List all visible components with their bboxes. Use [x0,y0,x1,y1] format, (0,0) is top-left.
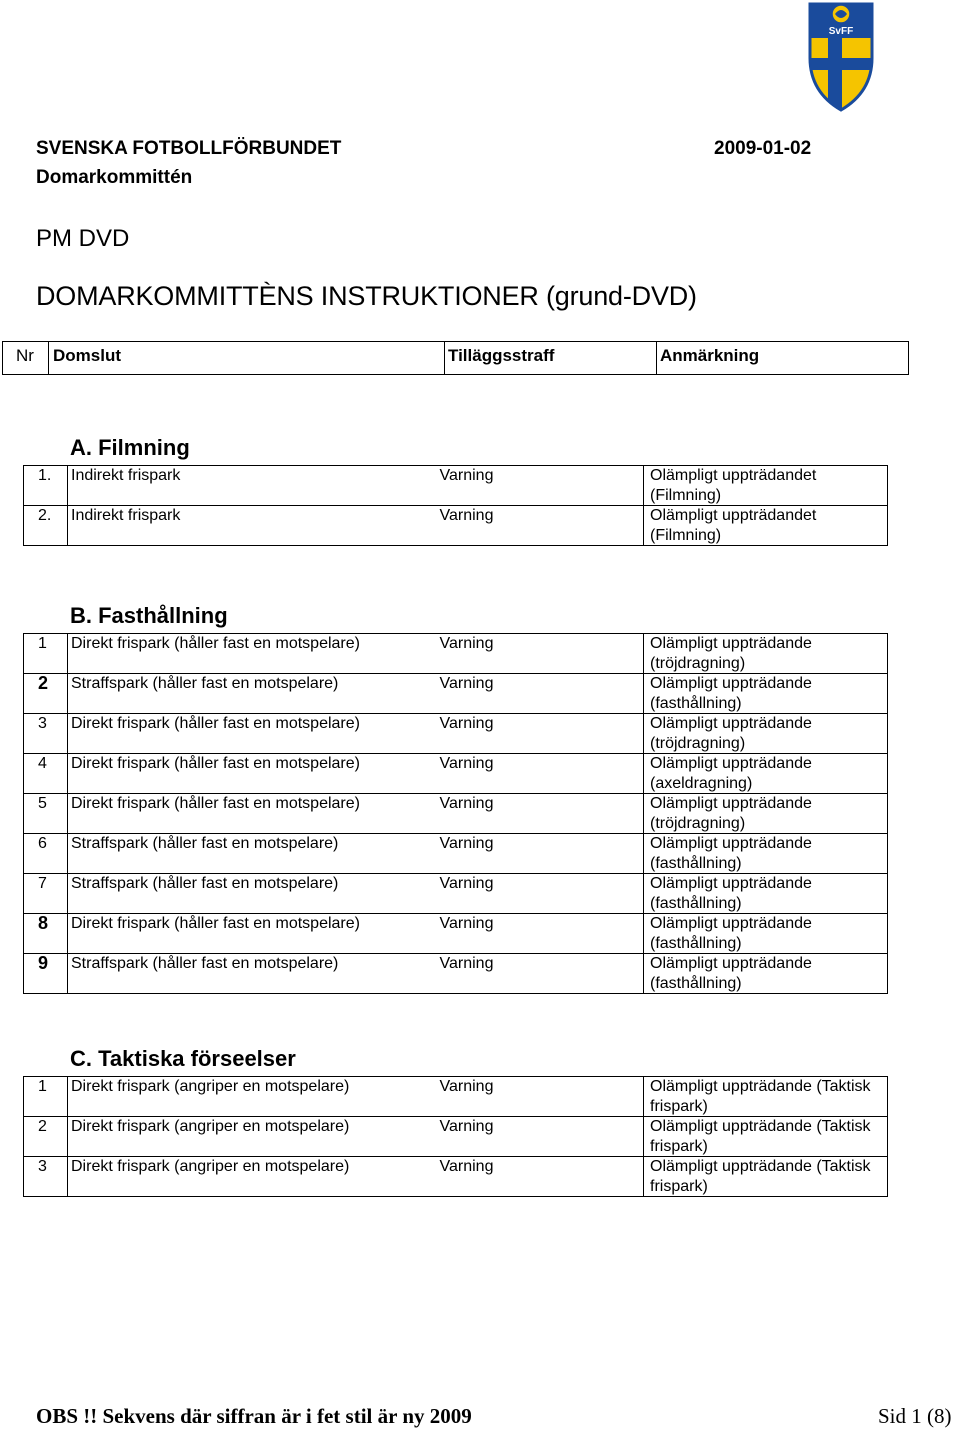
column-header-row [2,341,909,375]
row-number: 1 [24,634,68,674]
row-number: 7 [24,874,68,914]
row-number: 1. [24,466,68,506]
table-row [24,754,888,794]
row-number: 8 [24,914,68,954]
row-anmarkning: Olämpligt uppträdande (Taktisk frispark) [644,1157,888,1197]
row-domslut: Straffspark (håller fast en motspelare) [68,674,437,714]
table-row [24,874,888,914]
section-heading-filmning: A. Filmning [70,435,190,460]
row-anmarkning: Olämpligt uppträdande (tröjdragning) [644,634,888,674]
committee-name: Domarkommittén [36,167,193,188]
row-domslut: Straffspark (håller fast en motspelare) [68,874,437,914]
row-tillaggsstraff: Varning [437,954,644,994]
row-domslut: Direkt frispark (angriper en motspelare) [68,1117,437,1157]
column-header-domslut: Domslut [49,342,445,374]
row-domslut: Direkt frispark (angriper en motspelare) [68,1157,437,1197]
table-row [24,1117,888,1157]
row-anmarkning: Olämpligt uppträdande (tröjdragning) [644,714,888,754]
section-heading-taktiska: C. Taktiska förseelser [70,1046,296,1071]
column-header-anmarkning: Anmärkning [660,346,760,365]
row-domslut: Indirekt frispark [68,506,437,546]
row-tillaggsstraff: Varning [437,754,644,794]
row-anmarkning: Olämpligt uppträdande (tröjdragning) [644,794,888,834]
row-anmarkning: Olämpligt uppträdande (Taktisk frispark) [644,1077,888,1117]
document-date: 2009-01-02 [714,138,812,159]
row-domslut: Direkt frispark (håller fast en motspelare) [68,714,437,754]
row-tillaggsstraff: Varning [437,1157,644,1197]
row-number: 4 [24,754,68,794]
table-row [24,466,888,506]
row-tillaggsstraff: Varning [437,1077,644,1117]
row-number: 9 [24,954,68,994]
row-number: 2 [24,1117,68,1157]
row-tillaggsstraff: Varning [437,634,644,674]
row-tillaggsstraff: Varning [437,914,644,954]
row-domslut: Straffspark (håller fast en motspelare) [68,954,437,994]
row-tillaggsstraff: Varning [437,794,644,834]
svff-logo [806,0,876,112]
row-domslut: Straffspark (håller fast en motspelare) [68,834,437,874]
row-domslut: Direkt frispark (håller fast en motspelare) [68,794,437,834]
row-anmarkning: Olämpligt uppträdandet (Filmning) [644,506,888,546]
row-domslut: Direkt frispark (håller fast en motspelare) [68,914,437,954]
row-domslut: Direkt frispark (håller fast en motspelare) [68,634,437,674]
row-number: 1 [24,1077,68,1117]
organization-name: SVENSKA FOTBOLLFÖRBUNDET [36,138,342,159]
logo-text: SvFF [828,26,854,37]
row-tillaggsstraff: Varning [437,674,644,714]
document-title: DOMARKOMMITTÈNS INSTRUKTIONER (grund-DVD) [36,281,697,311]
row-domslut: Indirekt frispark [68,466,437,506]
row-number: 6 [24,834,68,874]
row-tillaggsstraff: Varning [437,506,644,546]
section-heading-fasthallning: B. Fasthållning [70,603,228,628]
row-anmarkning: Olämpligt uppträdande (fasthållning) [644,914,888,954]
table-row [24,506,888,546]
column-header-nr: Nr [3,342,49,374]
document-subtitle: PM DVD [36,225,130,252]
row-tillaggsstraff: Varning [437,874,644,914]
row-number: 3 [24,714,68,754]
row-number: 2 [24,674,68,714]
table-row [24,634,888,674]
row-domslut: Direkt frispark (angriper en motspelare) [68,1077,437,1117]
row-anmarkning: Olämpligt uppträdande (fasthållning) [644,834,888,874]
table-row [24,674,888,714]
row-number: 2. [24,506,68,546]
row-tillaggsstraff: Varning [437,1117,644,1157]
table-row [24,914,888,954]
row-anmarkning: Olämpligt uppträdande (fasthållning) [644,874,888,914]
table-fasthallning [23,633,888,994]
table-row [24,794,888,834]
table-row [24,834,888,874]
column-header-tillaggsstraff: Tilläggsstraff [445,342,657,374]
row-domslut: Direkt frispark (håller fast en motspelare) [68,754,437,794]
row-anmarkning: Olämpligt uppträdande (fasthållning) [644,954,888,994]
table-row [24,1077,888,1117]
table-row [24,714,888,754]
table-taktiska [23,1076,888,1197]
row-number: 3 [24,1157,68,1197]
row-tillaggsstraff: Varning [437,714,644,754]
row-anmarkning: Olämpligt uppträdande (Taktisk frispark) [644,1117,888,1157]
row-anmarkning: Olämpligt uppträdande (axeldragning) [644,754,888,794]
row-tillaggsstraff: Varning [437,834,644,874]
table-row [24,1157,888,1197]
row-tillaggsstraff: Varning [437,466,644,506]
row-anmarkning: Olämpligt uppträdandet (Filmning) [644,466,888,506]
page-number: Sid 1 (8) [878,1404,952,1428]
row-number: 5 [24,794,68,834]
row-anmarkning: Olämpligt uppträdande (fasthållning) [644,674,888,714]
footer-note: OBS !! Sekvens där siffran är i fet stil är ny 2009 [36,1404,472,1428]
table-row [24,954,888,994]
table-filmning [23,465,888,546]
